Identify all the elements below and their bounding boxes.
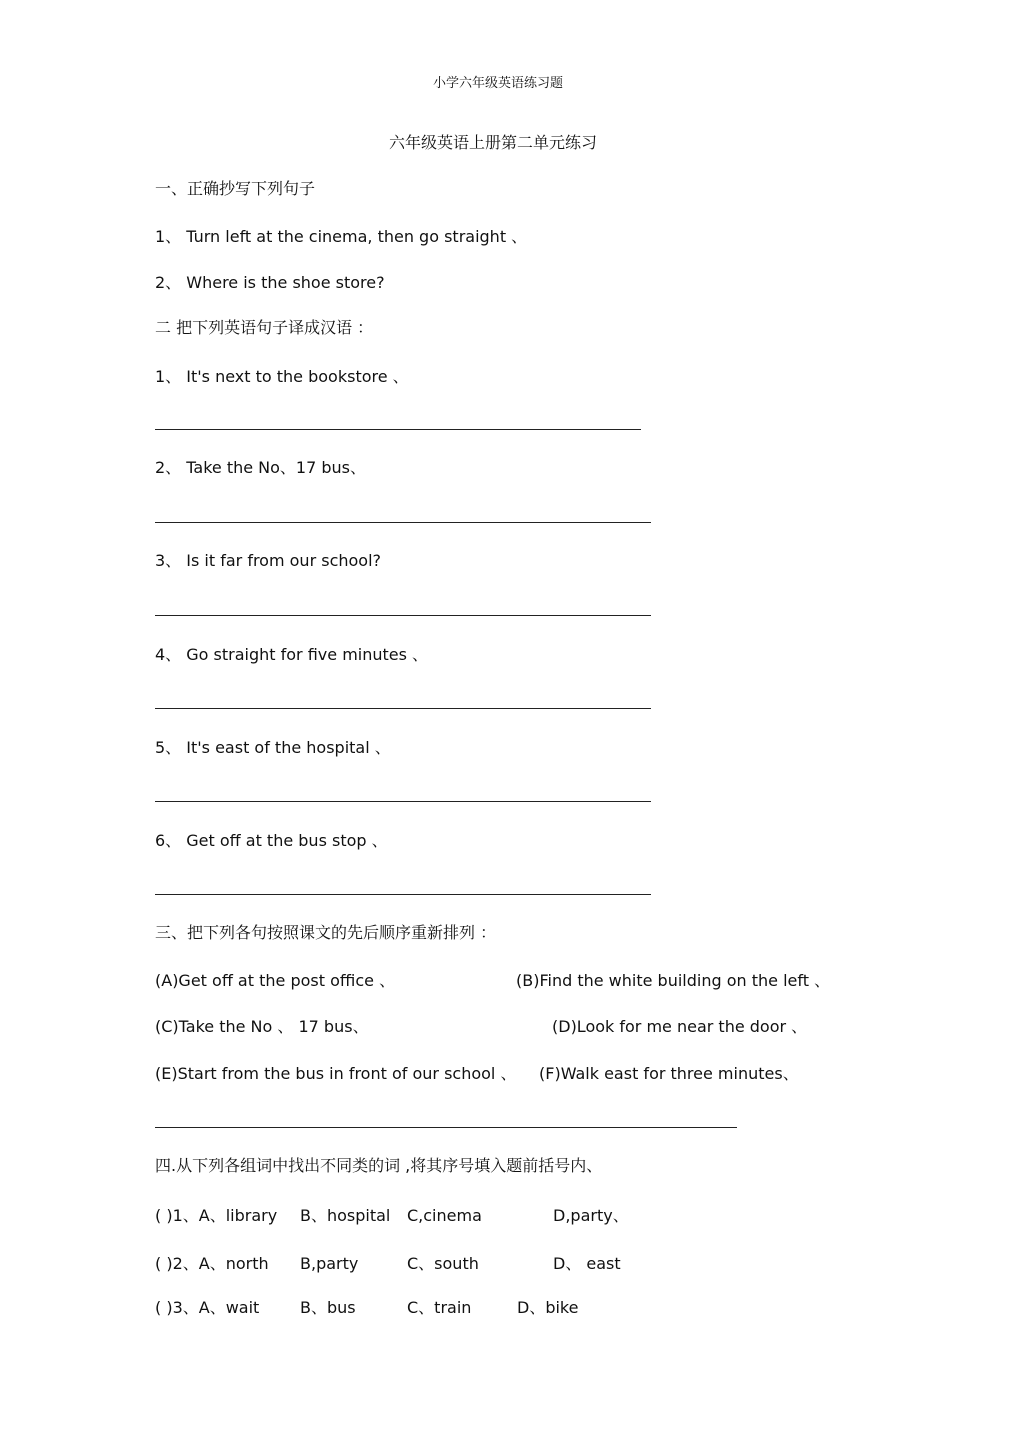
option-e: (E)Start from the bus in front of our school 、 <box>155 1064 517 1083</box>
section-2-item-4: 4、 Go straight for five minutes 、 <box>155 645 429 664</box>
answer-line-5[interactable] <box>155 801 651 802</box>
answer-line-3[interactable] <box>155 615 651 616</box>
section-1-item-1: 1、 Turn left at the cinema, then go straight 、 <box>155 227 528 246</box>
question-3-b: B、bus <box>300 1298 356 1317</box>
order-answer-line[interactable] <box>155 1127 737 1128</box>
question-1-c: C,cinema <box>407 1206 482 1225</box>
section-1-item-2: 2、 Where is the shoe store? <box>155 273 385 292</box>
section-3-heading: 三、把下列各句按照课文的先后顺序重新排列 ： <box>155 923 497 942</box>
document-title: 六年级英语上册第二单元练习 <box>389 133 598 152</box>
question-3-d: D、bike <box>517 1298 579 1317</box>
question-1-d: D,party、 <box>553 1206 629 1225</box>
section-2-item-3: 3、 Is it far from our school? <box>155 551 382 570</box>
section-2-heading: 二 把下列英语句子译成汉语 ： <box>155 318 374 337</box>
option-a: (A)Get off at the post office 、 <box>155 971 396 990</box>
section-2-item-1: 1、 It's next to the bookstore 、 <box>155 367 409 386</box>
section-2-item-2: 2、 Take the No、17 bus、 <box>155 458 367 477</box>
question-3-a: ( )3、A、wait <box>155 1298 260 1317</box>
option-c: (C)Take the No 、 17 bus、 <box>155 1017 369 1036</box>
answer-line-4[interactable] <box>155 708 651 709</box>
question-3-c: C、train <box>407 1298 472 1317</box>
question-1-b: B、hospital <box>300 1206 391 1225</box>
answer-line-6[interactable] <box>155 894 651 895</box>
option-b: (B)Find the white building on the left 、 <box>516 971 831 990</box>
section-2-item-5: 5、 It's east of the hospital 、 <box>155 738 391 757</box>
section-4-heading: 四.从下列各组词中找出不同类的词 ,将其序号填入题前括号内、 <box>155 1156 603 1175</box>
question-2-a: ( )2、A、north <box>155 1254 269 1273</box>
option-d: (D)Look for me near the door 、 <box>552 1017 808 1036</box>
section-1-heading: 一、正确抄写下列句子 <box>155 179 316 198</box>
answer-line-1[interactable] <box>155 429 641 430</box>
page-header: 小学六年级英语练习题 <box>433 76 564 91</box>
question-2-d: D、 east <box>553 1254 621 1273</box>
question-2-c: C、south <box>407 1254 479 1273</box>
answer-line-2[interactable] <box>155 522 651 523</box>
section-2-item-6: 6、 Get off at the bus stop 、 <box>155 831 388 850</box>
question-2-b: B,party <box>300 1254 359 1273</box>
question-1-a: ( )1、A、library <box>155 1206 278 1225</box>
option-f: (F)Walk east for three minutes、 <box>539 1064 799 1083</box>
